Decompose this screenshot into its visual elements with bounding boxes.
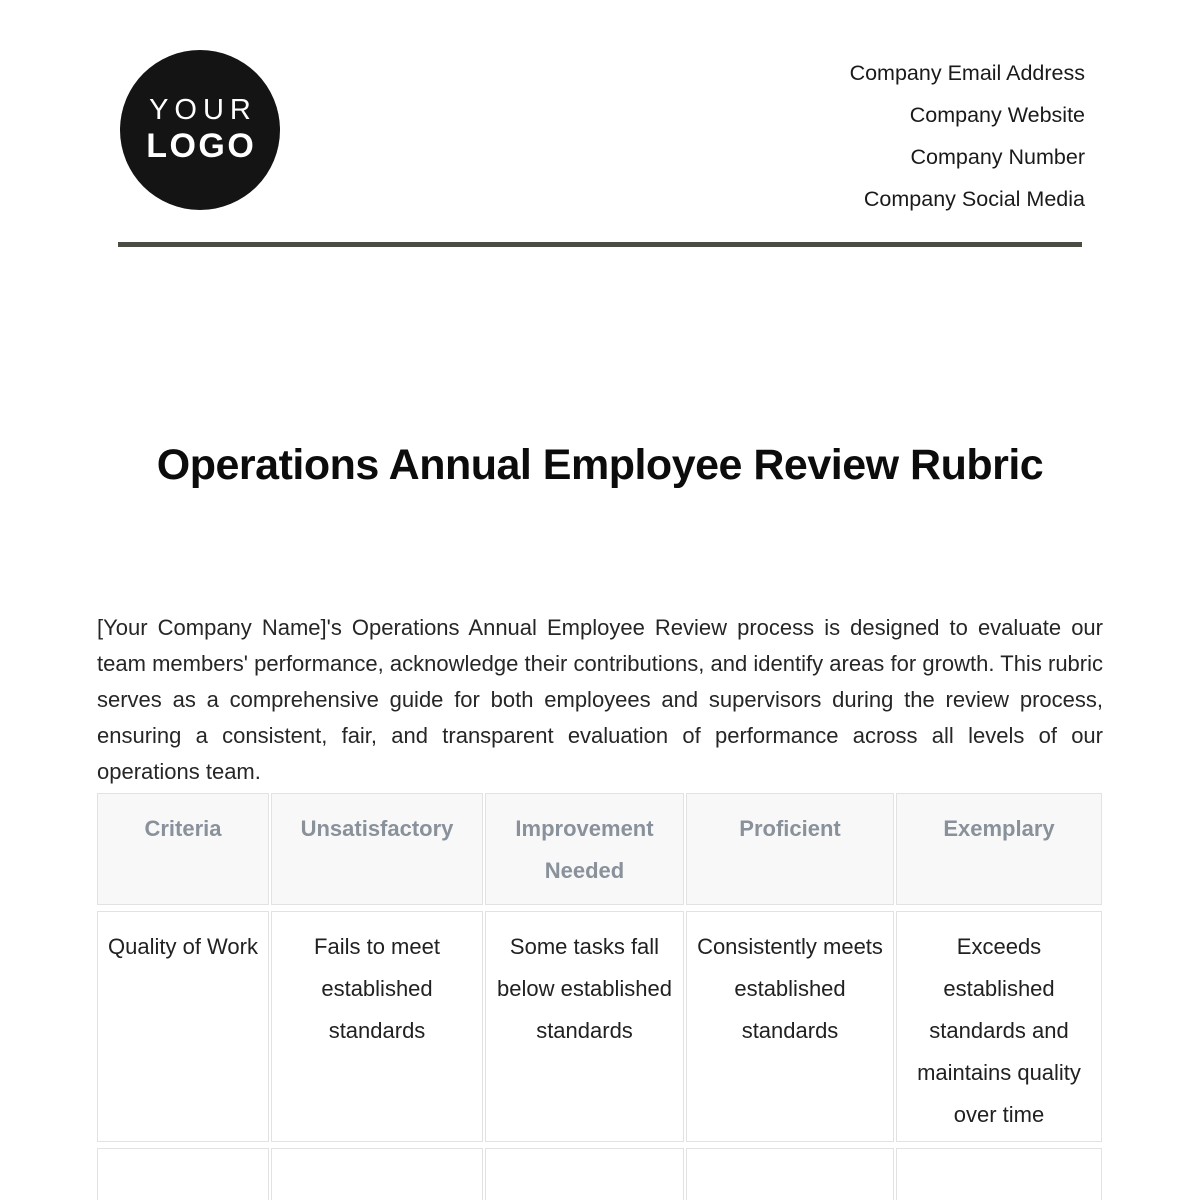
cell-unsatisfactory: Fails to meet established standards [271,911,483,1142]
table-header-row [97,793,1102,905]
column-header-improvement-needed: Improvement Needed [485,793,684,905]
logo-text-your: YOUR [149,93,257,126]
column-header-criteria: Criteria [97,793,269,905]
cell-improvement-needed: Some tasks fall below established standards [485,911,684,1142]
column-header-proficient: Proficient [686,793,894,905]
cell-empty [485,1148,684,1200]
table-row-quality-of-work [97,911,1102,1142]
rubric-table [95,787,1104,1200]
column-header-exemplary: Exemplary [896,793,1102,905]
logo-text-logo: LOGO [146,127,257,166]
cell-empty [686,1148,894,1200]
table-row-partial [97,1148,1102,1200]
cell-criteria: Quality of Work [97,911,269,1142]
company-logo [120,50,280,210]
contact-line-social: Company Social Media [863,187,1085,211]
cell-proficient: Consistently meets established standards [686,911,894,1142]
company-contact-block [850,52,1085,220]
contact-line-email: Company Email Address [849,61,1085,85]
cell-exemplary: Exceeds established standards and maintains quality over time [896,911,1102,1142]
column-header-unsatisfactory: Unsatisfactory [271,793,483,905]
page-title: Operations Annual Employee Review Rubric [156,440,1044,489]
header-divider [118,242,1082,247]
intro-paragraph: [Your Company Name]'s Operations Annual Employee Review process is designed to evaluate our team members' performance, acknowledge their contributions, and identify areas for growth. This rubric serves as a comprehensive guide for both employees and supervisors during the review process, ensuring a consistent, fair, and transparent evaluation of performance across all levels of our operations team. [97,615,1103,784]
cell-empty [896,1148,1102,1200]
contact-line-website: Company Website [909,103,1085,127]
cell-empty [97,1148,269,1200]
cell-empty [271,1148,483,1200]
contact-line-number: Company Number [910,145,1085,169]
